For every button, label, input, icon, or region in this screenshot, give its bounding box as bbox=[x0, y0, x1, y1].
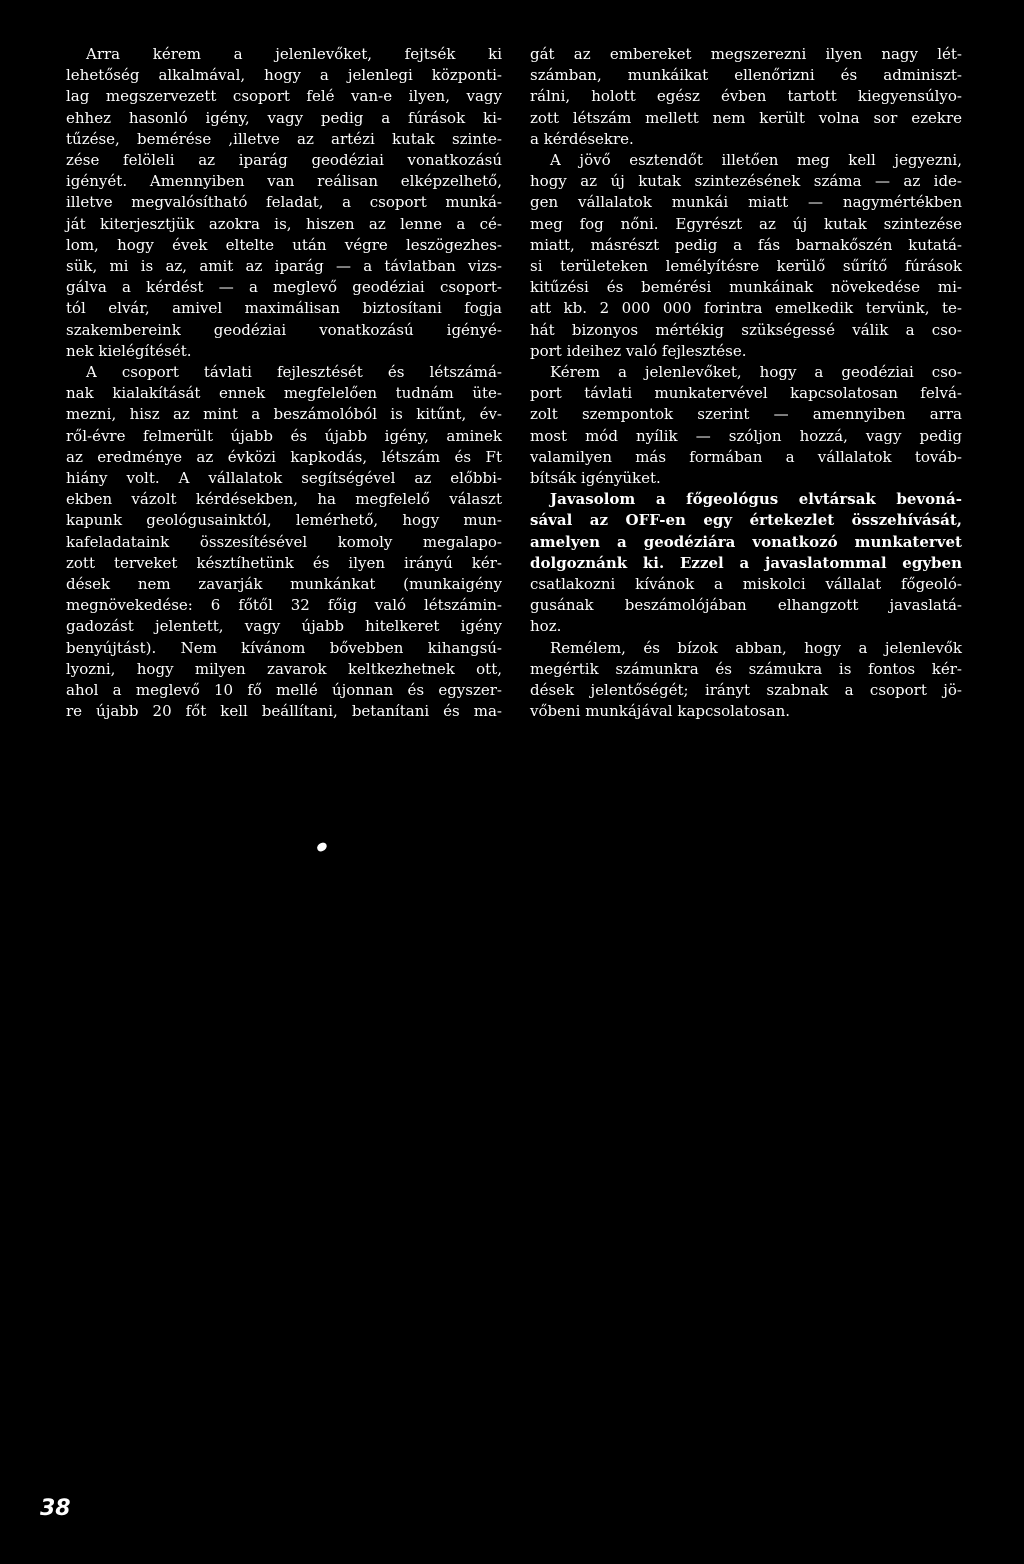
text-line: most mód nyílik — szóljon hozzá, vagy pedig bbox=[530, 426, 962, 445]
text-line: lom, hogy évek eltelte után végre leszögezhes- bbox=[66, 235, 502, 254]
text-line: hát bizonyos mértékig szükségessé válik a cso- bbox=[530, 320, 962, 339]
text-line: gálva a kérdést — a meglevő geodéziai csoport- bbox=[66, 278, 502, 297]
text-line: hoz. bbox=[530, 617, 562, 636]
text-line: nek kielégítését. bbox=[66, 341, 192, 360]
text-line: att kb. 2 000 000 forintra emelkedik tervünk, te- bbox=[530, 299, 962, 318]
page-number: 38 bbox=[40, 1496, 71, 1521]
text-line: gadozást jelentett, vagy újabb hitelkeret igény bbox=[66, 617, 502, 636]
text-line: port távlati munkatervével kapcsolatosan felvá- bbox=[530, 384, 962, 403]
text-line: illetve megvalósítható feladat, a csoport munká- bbox=[66, 193, 502, 212]
paragraph bbox=[530, 489, 962, 637]
paragraph bbox=[530, 362, 962, 489]
text-line: zott létszám mellett nem került volna sor ezekre bbox=[530, 108, 962, 127]
text-line: Javasolom a főgeológus elvtársak bevoná- bbox=[550, 490, 962, 509]
text-line: a kérdésekre. bbox=[530, 129, 634, 148]
text-line: megnövekedése: 6 főtől 32 főig való létszámin- bbox=[66, 596, 502, 615]
text-line: kitűzési és bemérési munkáinak növekedése mi- bbox=[530, 278, 962, 297]
text-line: si területeken lemélyítésre kerülő sűrítő fúrások bbox=[530, 257, 962, 276]
text-line: vőbeni munkájával kapcsolatosan. bbox=[530, 702, 790, 721]
text-line: Arra kérem a jelenlevőket, fejtsék ki bbox=[86, 45, 502, 63]
text-line: benyújtást). Nem kívánom bővebben kihangsú- bbox=[66, 638, 502, 657]
text-line: ját kiterjesztjük azokra is, hiszen az lenne a cé- bbox=[66, 214, 502, 233]
text-line: gusának beszámolójában elhangzott javaslatá- bbox=[530, 596, 962, 615]
text-line: ekben vázolt kérdésekben, ha megfelelő választ bbox=[66, 490, 502, 509]
text-line: lag megszervezett csoport felé van-e ilyen, vagy bbox=[66, 87, 502, 106]
text-line: zése felöleli az iparág geodéziai vonatkozású bbox=[66, 151, 502, 170]
paragraph bbox=[66, 44, 502, 362]
paragraph bbox=[66, 362, 502, 722]
left-text-column bbox=[66, 44, 502, 723]
text-line: az eredménye az évközi kapkodás, létszám és Ft bbox=[66, 447, 502, 466]
paragraph bbox=[530, 150, 962, 362]
text-line: igényét. Amennyiben van reálisan elképzelhető, bbox=[66, 172, 502, 191]
text-line: megértik számunkra és számukra is fontos kér- bbox=[530, 659, 962, 678]
text-line: tűzése, bemérése ,illetve az artézi kutak szinte- bbox=[66, 129, 502, 148]
text-line: zott terveket késztíhetünk és ilyen irányú kér- bbox=[66, 553, 502, 572]
text-line: miatt, másrészt pedig a fás barnakőszén kutatá- bbox=[530, 235, 962, 254]
text-line: A csoport távlati fejlesztését és létszámá- bbox=[86, 363, 502, 382]
text-line: ehhez hasonló igény, vagy pedig a fúrások ki- bbox=[66, 108, 502, 127]
text-line: ahol a meglevő 10 fő mellé újonnan és egyszer- bbox=[66, 681, 502, 700]
right-text-column bbox=[530, 44, 962, 723]
ink-speck-mark bbox=[316, 842, 328, 853]
paragraph bbox=[530, 638, 962, 723]
text-line: sával az OFF-en egy értekezlet összehívását, bbox=[530, 511, 962, 530]
text-line: gát az embereket megszerezni ilyen nagy lét- bbox=[530, 45, 962, 63]
text-line: Remélem, és bízok abban, hogy a jelenlevők bbox=[550, 638, 962, 657]
text-line: bítsák igényüket. bbox=[530, 469, 661, 488]
text-line: valamilyen más formában a vállalatok továb- bbox=[530, 447, 962, 466]
text-line: szakembereink geodéziai vonatkozású igényé- bbox=[66, 320, 502, 339]
text-line: re újabb 20 főt kell beállítani, betanítani és ma- bbox=[66, 702, 502, 721]
text-line: meg fog nőni. Egyrészt az új kutak szintezése bbox=[530, 214, 962, 233]
text-line: kafeladataink összesítésével komoly megalapo- bbox=[66, 532, 502, 551]
text-line: port ideihez való fejlesztése. bbox=[530, 341, 747, 360]
text-line: rálni, holott egész évben tartott kiegyensúlyo- bbox=[530, 87, 962, 106]
text-line: kapunk geológusainktól, lemérhető, hogy mun- bbox=[66, 511, 502, 530]
text-line: A jövő esztendőt illetően meg kell jegyezni, bbox=[550, 151, 962, 170]
text-line: dolgoznánk ki. Ezzel a javaslatommal egyben bbox=[530, 553, 962, 572]
text-line: hogy az új kutak szintezésének száma — az ide- bbox=[530, 172, 962, 191]
text-line: sük, mi is az, amit az iparág — a távlatban vizs- bbox=[66, 257, 502, 276]
text-line: csatlakozni kívánok a miskolci vállalat főgeoló- bbox=[530, 575, 962, 594]
text-line: tól elvár, amivel maximálisan biztosítani fogja bbox=[66, 299, 502, 318]
text-line: amelyen a geodéziára vonatkozó munkatervet bbox=[530, 532, 962, 551]
text-line: dések jelentőségét; irányt szabnak a csoport jö- bbox=[530, 681, 962, 700]
text-line: mezni, hisz az mint a beszámolóból is kitűnt, év- bbox=[66, 405, 502, 424]
text-line: hiány volt. A vállalatok segítségével az előbbi- bbox=[66, 469, 502, 488]
paragraph bbox=[530, 44, 962, 150]
text-line: számban, munkáikat ellenőrizni és adminiszt- bbox=[530, 66, 962, 85]
text-line: zolt szempontok szerint — amennyiben arra bbox=[530, 405, 962, 424]
text-line: Kérem a jelenlevőket, hogy a geodéziai cso- bbox=[550, 363, 962, 382]
text-line: lehetőség alkalmával, hogy a jelenlegi központi- bbox=[66, 66, 502, 85]
text-line: nak kialakítását ennek megfelelően tudnám üte- bbox=[66, 384, 502, 403]
text-line: ről-évre felmerült újabb és újabb igény, aminek bbox=[66, 426, 502, 445]
text-line: gen vállalatok munkái miatt — nagymértékben bbox=[530, 193, 962, 212]
text-line: dések nem zavarják munkánkat (munkaigény bbox=[66, 575, 502, 594]
text-line: lyozni, hogy milyen zavarok keltkezhetnek ott, bbox=[66, 659, 502, 678]
